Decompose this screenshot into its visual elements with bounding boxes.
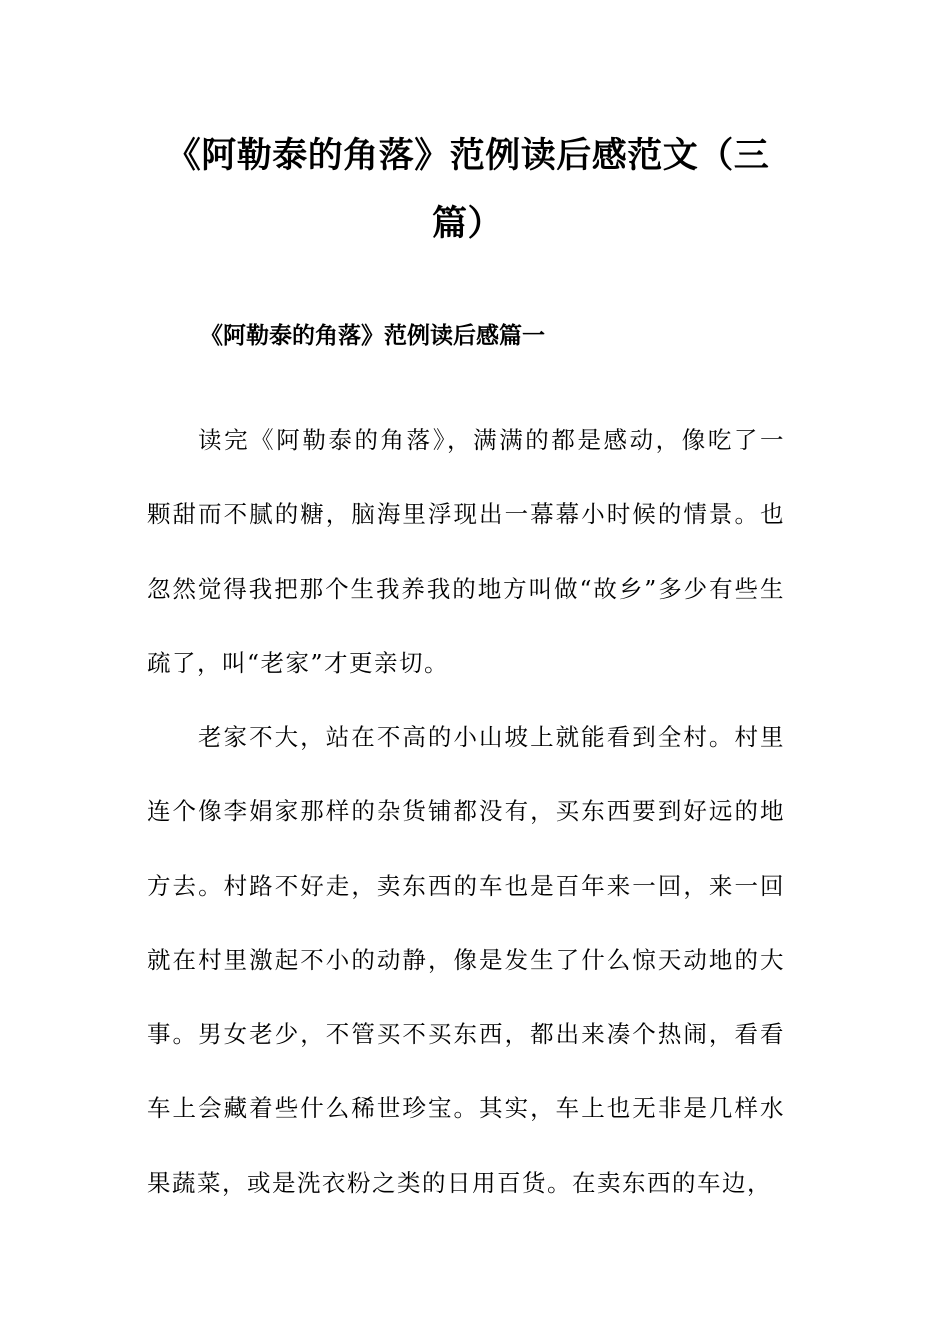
paragraph-1: 读完《阿勒泰的角落》，满满的都是感动，像吃了一颗甜而不腻的糖，脑海里浮现出一幕幕小时候的情景。也忽然觉得我把那个生我养我的地方叫做“故乡”多少有些生疏了，叫“老家”才更亲切。 [147, 426, 785, 677]
section-heading: 《阿勒泰的角落》范例读后感篇一 [200, 323, 545, 349]
paragraph-2: 老家不大，站在不高的小山坡上就能看到全村。村里连个像李娟家那样的杂货铺都没有，买东西要到好远的地方去。村路不好走，卖东西的车也是百年来一回，来一回就在村里激起不小的动静，像是发生了什么惊天动地的大事。男女老少，不管买不买东西，都出来凑个热闹，看看车上会藏着些什么稀世珍宝。其实，车上也无非是几样水果蔬菜，或是洗衣粉之类的日用百货。在卖东西的车边， [147, 723, 785, 1197]
document-title: 《阿勒泰的角落》范例读后感范文（三篇） [165, 136, 770, 244]
